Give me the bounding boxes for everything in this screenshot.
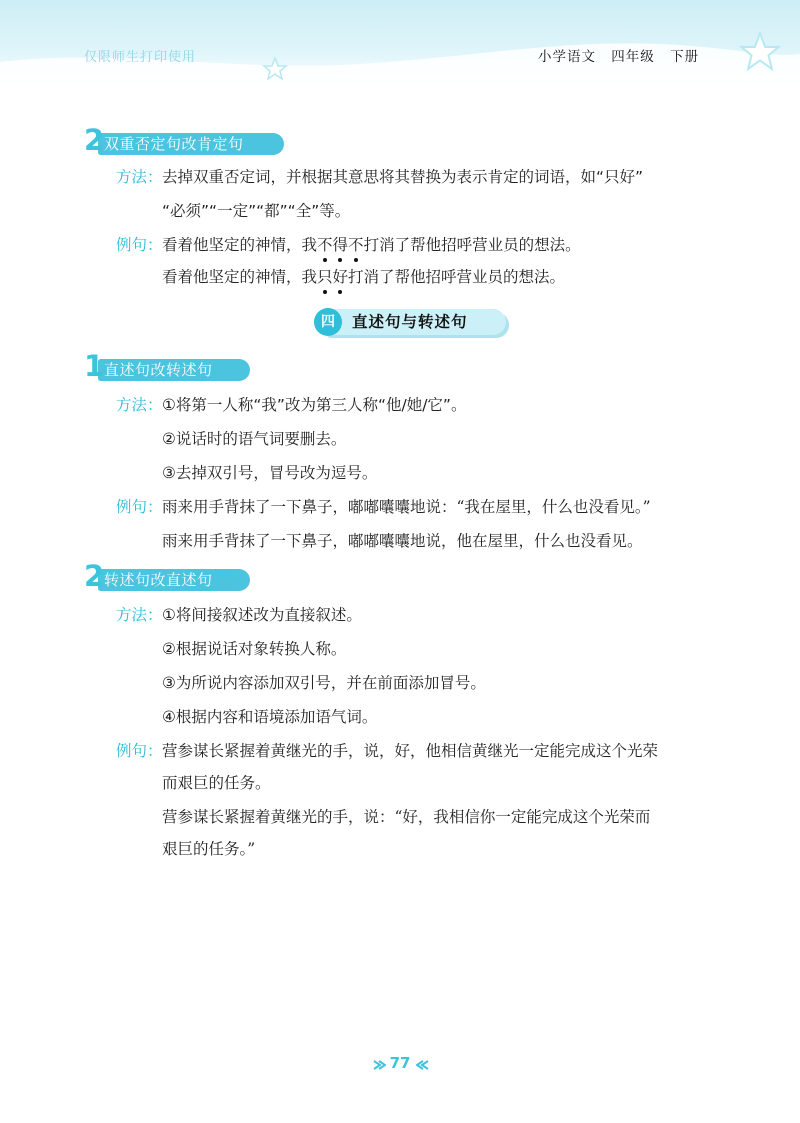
example-text: 打消了帮他招呼营业员的想法。: [363, 236, 581, 254]
method-label: 方法：: [116, 606, 163, 624]
star-icon: [262, 56, 288, 82]
section-number: 1: [84, 349, 105, 383]
section-title: 转述句改直述句: [104, 571, 213, 589]
method-label: 方法：: [116, 168, 163, 186]
method-line: “必须”“一定”“都”“全”等。: [162, 202, 351, 220]
emphasized-char: 不: [317, 236, 333, 254]
emphasized-char: 得: [332, 236, 349, 254]
section-title: 直述句改转述句: [104, 361, 213, 379]
method-line: ①将间接叙述改为直接叙述。: [162, 606, 362, 624]
emphasized-words: [317, 268, 348, 286]
example-sentence: 营参谋长紧握着黄继光的手，说：“好，我相信你一定能完成这个光荣而: [162, 808, 651, 826]
example-sentence: 而艰巨的任务。: [162, 774, 271, 792]
header-book-title: 小学语文 四年级 下册: [538, 49, 700, 65]
example-sentence: 雨来用手背抹了一下鼻子，嘟嘟囔囔地说：“我在屋里，什么也没看见。”: [162, 498, 651, 516]
emphasized-char: 不: [348, 236, 364, 254]
page-number-right-arrow-icon: [416, 1059, 430, 1071]
example-text: 看着他坚定的神情，我: [162, 236, 318, 254]
method-line: ③去掉双引号，冒号改为逗号。: [162, 464, 378, 482]
method-line: 去掉双重否定词，并根据其意思将其替换为表示肯定的词语，如“只好”: [162, 168, 644, 186]
emphasized-char: 只: [317, 268, 333, 286]
method-line: ③为所说内容添加双引号，并在前面添加冒号。: [162, 674, 486, 692]
example-sentence: 艰巨的任务。”: [162, 840, 256, 858]
method-line: ②根据说话对象转换人称。: [162, 640, 347, 658]
method-line: ①将第一人称“我”改为第三人称“他/她/它”。: [162, 396, 467, 414]
block-number-badge: 四: [314, 308, 342, 336]
method-line: ②说话时的语气词要删去。: [162, 430, 347, 448]
section-title: 双重否定句改肯定句: [104, 135, 244, 153]
example-label: 例句：: [116, 236, 163, 254]
block-heading-title: 直述句与转述句: [352, 313, 468, 331]
method-label: 方法：: [116, 396, 163, 414]
header-watermark-text: 仅限师生打印使用: [84, 50, 197, 65]
section-number: 2: [84, 123, 105, 157]
example-sentence: [162, 234, 581, 256]
example-label: 例句：: [116, 498, 163, 516]
section-number: 2: [84, 559, 105, 593]
emphasized-char: 好: [332, 268, 349, 286]
example-sentence: 营参谋长紧握着黄继光的手，说，好，他相信黄继光一定能完成这个光荣: [162, 742, 659, 760]
example-sentence: 雨来用手背抹了一下鼻子，嘟嘟囔囔地说，他在屋里，什么也没看见。: [162, 532, 643, 550]
star-icon: [738, 30, 782, 74]
emphasized-words: [317, 236, 364, 254]
page-number: 77: [389, 1054, 411, 1072]
example-label: 例句：: [116, 742, 163, 760]
method-line: ④根据内容和语境添加语气词。: [162, 708, 378, 726]
example-text: 看着他坚定的神情，我: [162, 268, 318, 286]
example-sentence: [162, 266, 565, 288]
example-text: 打消了帮他招呼营业员的想法。: [348, 268, 566, 286]
